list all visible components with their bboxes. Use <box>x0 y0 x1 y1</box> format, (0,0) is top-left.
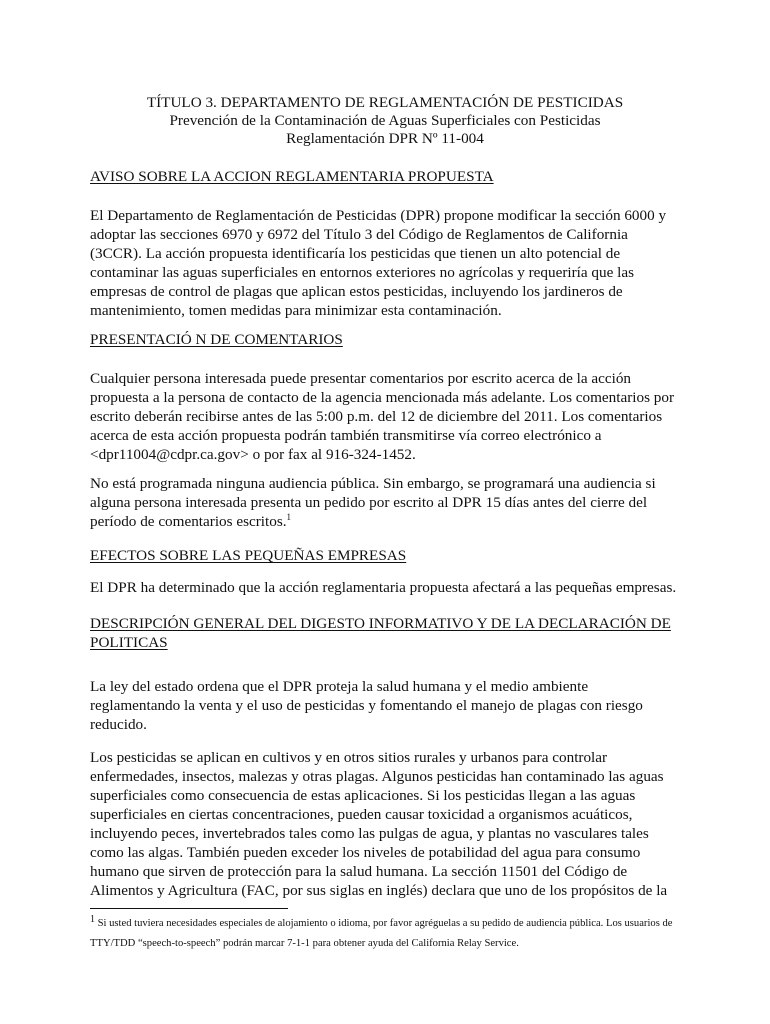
footnote-mark: 1 <box>90 914 95 925</box>
paragraph-efectos: El DPR ha determinado que la acción reglamentaria propuesta afectará a las pequeñas empresas. <box>90 579 677 596</box>
section-heading-descripcion: DESCRIPCIÓN GENERAL DEL DIGESTO INFORMATIVO Y DE LA DECLARACIÓN DE POLITICAS <box>90 615 671 651</box>
footnote-reference: 1 <box>286 512 292 522</box>
footnote-text: Si usted tuviera necesidades especiales de alojamiento o idioma, por favor agréguelas a su pedido de audiencia pública. Los usuarios de TTY/TDD “speech-to-speech” podrán marcar 7-1-1 para obtener ayuda del California Relay Service. <box>90 918 673 949</box>
audiencia-text: No está programada ninguna audiencia pública. Sin embargo, se programará una audiencia si alguna persona interesada presenta un pedido por escrito al DPR 15 días antes del cierre del período de comentarios escritos. <box>90 475 656 530</box>
section-heading-presentacion: PRESENTACIÓ N DE COMENTARIOS <box>90 331 343 348</box>
footnote-divider <box>90 908 288 909</box>
paragraph-audiencia <box>90 474 682 531</box>
paragraph-presentacion: Cualquier persona interesada puede presentar comentarios por escrito acerca de la acción propuesta a la persona de contacto de la agencia mencionada más adelante. Los comentarios por escrito deberán recibirse antes de las 5:00 p.m. del 12 de diciembre del 2011. Los comentarios acerca de esta acción propuesta podrán también transmitirse vía correo electrónico a <dpr11004@cdpr.ca.gov> o por fax al 916-324-1452. <box>90 370 675 463</box>
subtitle-line: Prevención de la Contaminación de Aguas Superficiales con Pesticidas <box>169 112 601 129</box>
regulation-number: Reglamentación DPR Nº 11-004 <box>286 130 484 147</box>
section-heading-efectos: EFECTOS SOBRE LAS PEQUEÑAS EMPRESAS <box>90 547 407 564</box>
footnote <box>90 914 682 954</box>
paragraph-ley: La ley del estado ordena que el DPR proteja la salud humana y el medio ambiente reglamentando la venta y el uso de pesticidas y fomentando el manejo de plagas con riesgo reducido. <box>90 678 643 733</box>
title-line: TÍTULO 3. DEPARTAMENTO DE REGLAMENTACIÓN DE PESTICIDAS <box>146 94 624 111</box>
paragraph-aviso: El Departamento de Reglamentación de Pesticidas (DPR) propone modificar la sección 6000 y adoptar las secciones 6970 y 6972 del Título 3 del Código de Reglamentos de California (3CCR). La acción propuesta identificaría los pesticidas que tienen un alto potencial de contaminar las aguas superficiales en entornos exteriores no agrícolas y requeriría que las empresas de control de plagas que aplican estos pesticidas, incluyendo los jardineros de mantenimiento, tomen medidas para minimizar esta contaminación. <box>90 207 667 319</box>
paragraph-pesticidas: Los pesticidas se aplican en cultivos y en otros sitios rurales y urbanos para controlar enfermedades, insectos, malezas y otras plagas. Algunos pesticidas han contaminado las aguas superficiales como consecuencia de estas aplicaciones. Si los pesticidas llegan a las aguas superficiales en ciertas concentraciones, pueden causar toxicidad a organismos acuáticos, incluyendo peces, invertebrados tales como las pulgas de agua, y plantas no vasculares tales como las algas. También pueden exceder los niveles de potabilidad del agua para consumo humano que sirven de protección para la salud humana. La sección 11501 del Código de Alimentos y Agricultura (FAC, por sus siglas en inglés) declara que uno de los propósitos de la <box>90 749 668 899</box>
section-heading-aviso: AVISO SOBRE LA ACCION REGLAMENTARIA PROPUESTA <box>90 168 494 185</box>
document-header <box>90 94 680 148</box>
